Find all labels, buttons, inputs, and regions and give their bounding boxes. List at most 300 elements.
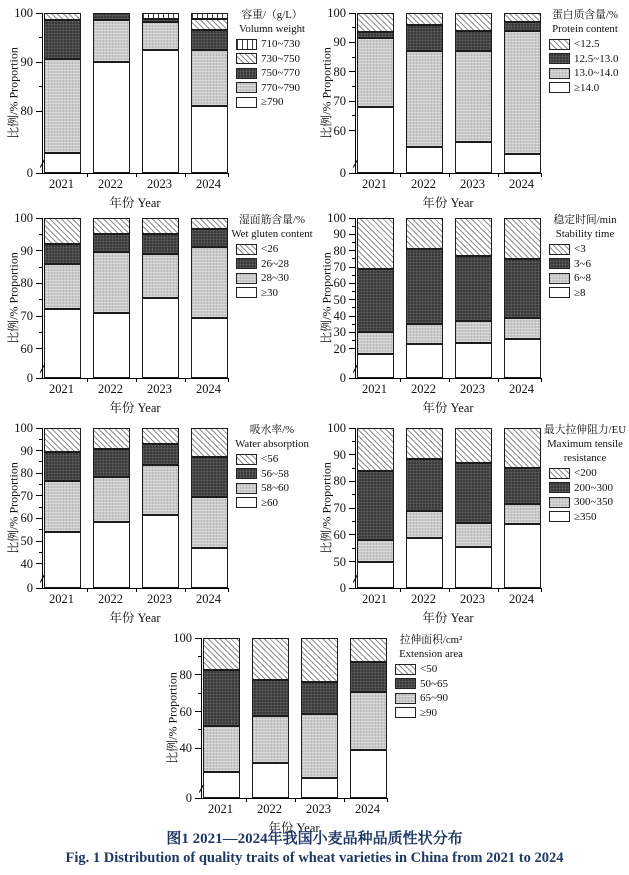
segment-dark [142,234,179,254]
segment-white [93,522,130,588]
y-tick-label: 80 [20,466,33,481]
chart-panel-max-tensile-resistance [315,415,629,625]
legend-swatch-gray [236,273,257,284]
legend-swatch-white [549,82,570,93]
y-major-tick [36,541,42,542]
y-minor-tick [352,57,356,58]
x-axis-title: 年份 Year [109,196,161,210]
legend-title-en: Volumn weight [238,23,306,35]
y-major-tick [195,674,201,675]
y-major-tick [349,42,355,43]
segment-white [191,106,228,173]
y-major-tick [36,348,42,349]
y-tick-label: 60 [333,276,346,291]
segment-diag [350,638,387,662]
segment-diag [191,428,228,457]
y-major-tick [36,250,42,251]
bar-2024 [504,218,541,378]
y-major-tick [349,13,355,14]
y-major-tick [349,299,355,300]
segment-diag [93,218,130,234]
legend-swatch-dark [236,468,257,479]
legend-item-label: ≥790 [261,96,284,108]
y-tick-label: 100 [14,211,33,225]
legend-title-cn: 拉伸面积/cm² [399,634,463,646]
y-tick-label: 90 [333,447,346,462]
segment-dark [504,22,541,31]
legend-title-cn: 最大拉伸阻力/EU [543,424,627,436]
segment-white [93,313,130,378]
bar-2021 [357,13,394,173]
y-minor-tick [352,226,356,227]
legend-swatch-white [549,511,570,522]
x-tick-label-2023: 2023 [306,802,331,816]
y-major-tick [36,111,42,112]
y-major-tick [349,316,355,317]
y-tick-label: 100 [14,421,33,435]
y-tick-label: 0 [339,371,346,385]
y-tick-label: 70 [20,309,33,323]
x-tick-label-2023: 2023 [460,177,485,191]
segment-dark [406,459,443,511]
x-tick-label-2022: 2022 [98,592,123,606]
x-tick-label-2022: 2022 [411,382,436,396]
legend-volumn-weight [226,8,318,110]
legend-item [549,81,629,94]
y-tick-label: 0 [26,371,33,385]
legend-item [549,38,629,51]
y-major-tick [349,561,355,562]
y-tick-label: 50 [333,292,346,307]
y-tick-label: 50 [20,534,33,549]
legend-swatch-vlines [236,39,257,50]
y-tick-label: 80 [20,276,33,291]
x-tick-label-2024: 2024 [196,177,221,191]
segment-white [406,538,443,588]
legend-title-cn: 湿面筋含量/% [239,214,305,226]
bar-2022 [93,13,130,173]
y-minor-tick [198,729,202,730]
legend-item-label: ≥8 [574,286,586,299]
y-major-tick [349,234,355,235]
y-axis-title: 比例/% Proportion [319,47,334,139]
bar-2024 [191,218,228,378]
segment-gray [44,481,81,532]
x-tick-label-2024: 2024 [509,177,534,191]
segment-white [406,344,443,378]
legend-item-label: 26~28 [261,257,289,270]
legend-swatch-diag [549,244,570,255]
legend-swatch-white [236,97,257,108]
bar-2023 [142,218,179,378]
segment-white [357,562,394,588]
x-tick-label-2022: 2022 [411,592,436,606]
bar-2023 [142,428,179,588]
legend-swatch-dark [395,678,416,689]
chart-panel-extension-area [161,625,475,835]
segment-gray [504,504,541,524]
segment-dark [252,680,289,716]
legend-item [549,272,629,285]
segment-gray [301,714,338,777]
segment-gray [93,477,130,522]
segment-dark [93,449,130,476]
segment-gray [406,324,443,344]
segment-gray [455,321,492,343]
segment-white [455,142,492,173]
legend-swatch-white [236,497,257,508]
segment-white [93,62,130,173]
legend-title-en: Water absorption [235,438,309,450]
segment-diag [455,428,492,463]
y-minor-tick [39,332,43,333]
legend-title-cn: 稳定时间/min [553,214,617,226]
legend-stability-time [539,213,629,301]
segment-diag [406,428,443,459]
plot-area-extension-area [201,638,388,799]
plot-area-protein-content [355,13,542,174]
bar-2023 [455,428,492,588]
y-minor-tick [39,461,43,462]
segment-diag [504,218,541,259]
legend-title-cn: 吸水率/% [249,424,295,436]
legend-item [549,52,629,65]
bar-2024 [191,13,228,173]
x-tick-label-2021: 2021 [362,382,387,396]
segment-diag [357,13,394,32]
x-tick-label-2023: 2023 [460,592,485,606]
segment-vlines [142,13,179,19]
y-minor-tick [352,468,356,469]
y-tick-label: 60 [20,341,33,356]
y-minor-tick [39,529,43,530]
y-major-tick [349,534,355,535]
y-minor-tick [198,693,202,694]
legend-title-en: resistance [563,452,607,464]
legend-swatch-dark [236,258,257,269]
segment-dark [357,269,394,333]
x-tick-label-2024: 2024 [509,382,534,396]
plot-area-wet-gluten-content [42,218,229,379]
y-minor-tick [39,507,43,508]
x-axis-title: 年份 Year [422,611,474,625]
y-tick-label: 100 [327,421,346,435]
y-minor-tick [39,37,43,38]
segment-diag [252,638,289,680]
y-major-tick [349,378,355,379]
segment-diag [191,218,228,229]
x-tick-label-2023: 2023 [147,177,172,191]
bar-2022 [252,638,289,798]
y-minor-tick [39,439,43,440]
legend-title-cn: 蛋白质含量/% [552,9,618,21]
legend-item-label: 58~60 [261,482,289,494]
legend-item [236,272,318,285]
legend-swatch-gray [236,82,257,93]
bar-2022 [93,218,130,378]
y-minor-tick [352,275,356,276]
legend-item-label: 770~790 [261,81,300,94]
bar-2023 [455,218,492,378]
segment-gray [44,264,81,310]
bar-2022 [406,13,443,173]
chart-panel-wet-gluten-content [2,205,316,415]
segment-gray [455,523,492,547]
y-major-tick [349,267,355,268]
segment-dark [44,452,81,481]
y-minor-tick [352,27,356,28]
legend-item-label: 56~58 [261,467,289,480]
x-tick-label-2021: 2021 [49,177,74,191]
legend-item-label: <56 [261,453,279,465]
segment-dark [301,682,338,714]
legend-item [549,496,629,509]
segment-white [504,524,541,588]
y-minor-tick [352,324,356,325]
segment-diag [44,218,81,244]
legend-item [236,67,318,80]
legend-swatch-gray [395,693,416,704]
chart-panel-protein-content [315,0,629,210]
y-major-tick [349,588,355,589]
segment-white [357,107,394,173]
y-major-tick [349,71,355,72]
plot-area-stability-time [355,218,542,379]
legend-swatch-diag [236,53,257,64]
y-minor-tick [352,258,356,259]
legend-protein-content [539,8,629,96]
legend-item [236,453,318,466]
segment-gray [191,497,228,548]
y-tick-label: 0 [26,581,33,595]
segment-dark [455,31,492,52]
y-minor-tick [352,441,356,442]
segment-diag [44,13,81,20]
segment-white [191,548,228,588]
y-tick-label: 60 [20,511,33,526]
legend-item-label: <50 [420,663,438,675]
y-major-tick [349,428,355,429]
legend-title-en: Maximum tensile [547,438,623,450]
segment-gray [252,716,289,763]
y-major-tick [36,173,42,174]
plot-area-water-absorption [42,428,229,589]
y-tick-label: 90 [20,243,33,258]
segment-dark [406,249,443,324]
legend-title-en: Wet gluten content [231,228,313,240]
legend-item [236,286,318,299]
legend-item [236,243,318,256]
legend-water-absorption [226,423,318,511]
y-tick-label: 100 [327,211,346,225]
segment-gray [350,692,387,750]
bar-2023 [142,13,179,173]
y-major-tick [36,378,42,379]
y-major-tick [349,348,355,349]
y-major-tick [349,173,355,174]
y-minor-tick [352,307,356,308]
legend-swatch-gray [236,483,257,494]
y-major-tick [36,62,42,63]
segment-gray [93,20,130,62]
x-tick-label-2021: 2021 [362,177,387,191]
x-tick-label-2022: 2022 [98,177,123,191]
y-tick-label: 70 [333,94,346,109]
segment-dark [142,444,179,465]
segment-dark [191,457,228,497]
legend-title-en: Extension area [399,648,463,660]
x-tick-label-2024: 2024 [196,382,221,396]
segment-gray [357,540,394,561]
bar-2023 [301,638,338,798]
x-axis-title: 年份 Year [109,401,161,415]
segment-dark [203,670,240,726]
segment-white [357,354,394,378]
legend-item [236,467,318,480]
x-tick-label-2021: 2021 [49,382,74,396]
segment-dark [455,463,492,523]
segment-dark [504,259,541,319]
y-major-tick [36,13,42,14]
legend-swatch-dark [236,68,257,79]
segment-gray [142,22,179,49]
y-minor-tick [352,340,356,341]
legend-item [549,481,629,494]
y-minor-tick [39,234,43,235]
y-tick-label: 70 [20,488,33,503]
y-tick-label: 20 [333,341,346,356]
y-major-tick [195,748,201,749]
y-tick-label: 100 [14,6,33,20]
legend-item-label: 200~300 [574,481,613,494]
y-tick-label: 60 [333,527,346,542]
y-major-tick [349,218,355,219]
legend-wet-gluten-content [226,213,318,301]
segment-white [142,50,179,173]
y-tick-label: 80 [333,64,346,79]
segment-dark [44,20,81,58]
y-minor-tick [352,242,356,243]
chart-panel-stability-time [315,205,629,415]
x-tick-label-2023: 2023 [147,592,172,606]
legend-title-en: Protein content [552,23,618,35]
segment-diag [142,428,179,444]
x-tick-label-2022: 2022 [411,177,436,191]
legend-item [395,706,477,719]
segment-white [252,763,289,798]
legend-item-label: 50~65 [420,677,448,690]
segment-gray [191,50,228,106]
y-axis-title: 比例/% Proportion [6,252,21,344]
legend-item [395,692,477,705]
segment-diag [44,428,81,452]
bar-2022 [406,218,443,378]
segment-dark [93,234,130,252]
y-major-tick [349,101,355,102]
segment-gray [455,51,492,142]
figure-caption-en: Fig. 1 Distribution of quality traits of wheat varieties in China from 2021 to 2024 [65,850,564,866]
y-minor-tick [352,548,356,549]
y-major-tick [349,332,355,333]
x-tick-label-2021: 2021 [362,592,387,606]
segment-diag [142,218,179,234]
plot-area-volumn-weight [42,13,229,174]
bar-2024 [504,428,541,588]
legend-item [236,482,318,495]
segment-gray [142,254,179,298]
legend-swatch-white [549,287,570,298]
x-tick-label-2022: 2022 [98,382,123,396]
y-major-tick [36,563,42,564]
y-tick-label: 0 [339,166,346,180]
segment-dark [357,32,394,38]
y-major-tick [349,250,355,251]
y-major-tick [36,218,42,219]
segment-dark [350,662,387,692]
x-tick-label-2022: 2022 [257,802,282,816]
y-major-tick [349,283,355,284]
segment-gray [93,252,130,312]
legend-swatch-diag [236,454,257,465]
y-tick-label: 80 [179,667,192,682]
legend-swatch-gray [549,273,570,284]
y-minor-tick [39,86,43,87]
y-axis-title: 比例/% Proportion [165,672,180,764]
chart-panel-water-absorption [2,415,316,625]
bar-2023 [455,13,492,173]
x-tick-label-2024: 2024 [196,592,221,606]
y-tick-label: 40 [179,741,192,756]
segment-diag [406,13,443,25]
legend-item [395,663,477,676]
legend-swatch-diag [549,468,570,479]
figure-caption-cn: 图1 2021—2024年我国小麦品种品质性状分布 [166,831,463,847]
bar-2021 [44,13,81,173]
y-tick-label: 0 [339,581,346,595]
y-major-tick [36,428,42,429]
legend-item-label: <12.5 [574,38,600,50]
y-tick-label: 40 [333,309,346,323]
y-tick-label: 90 [333,227,346,242]
segment-diag [504,428,541,468]
bar-2021 [203,638,240,798]
y-major-tick [195,711,201,712]
legend-title-cn: 容重/（g/L） [241,9,303,21]
y-major-tick [349,130,355,131]
legend-swatch-diag [549,39,570,50]
segment-white [44,532,81,588]
legend-item-label: ≥14.0 [574,81,600,94]
legend-item-label: 12.5~13.0 [574,52,619,65]
y-minor-tick [39,299,43,300]
y-tick-label: 80 [20,104,33,118]
segment-diag [406,218,443,249]
y-tick-label: 100 [327,6,346,20]
segment-white [406,147,443,173]
segment-gray [504,31,541,154]
legend-item [236,52,318,65]
legend-item-label: 710~730 [261,38,300,50]
legend-item [236,38,318,51]
legend-title-en: Stability time [555,228,615,240]
segment-gray [406,511,443,538]
segment-white [350,750,387,798]
segment-diag [357,428,394,471]
x-axis-title: 年份 Year [422,401,474,415]
y-major-tick [36,518,42,519]
legend-item [549,243,629,256]
bar-2021 [357,218,394,378]
